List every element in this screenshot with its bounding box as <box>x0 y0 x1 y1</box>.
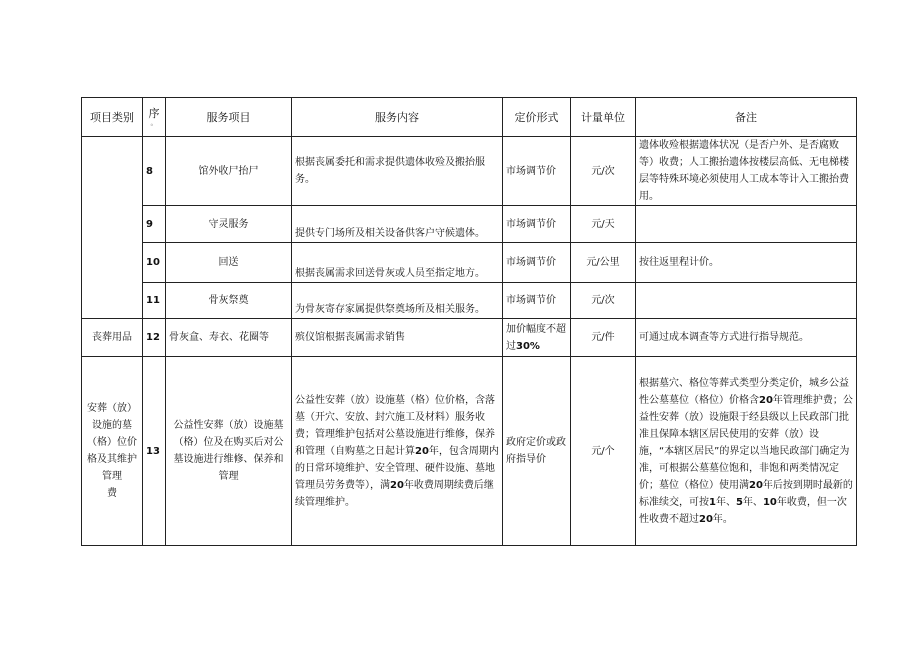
pricing-text: 加价幅度不超过 <box>506 323 566 352</box>
item-cell: 骨灰盒、寿衣、花圈等 <box>166 319 292 357</box>
seq-cell: 13 <box>143 357 166 546</box>
content-cell: 根据丧属需求回送骨灰或人员至指定地方。 <box>292 243 503 283</box>
seq-cell: 12 <box>143 319 166 357</box>
table-row <box>82 243 857 283</box>
seq-cell: 10 <box>143 243 166 283</box>
header-content: 服务内容 <box>292 98 503 137</box>
content-text: 年，包含周期内的日常环境维护、安全管理、硬件设施、墓地管理员劳务费等），满 <box>295 445 499 491</box>
remark-number: 20 <box>749 479 763 491</box>
category-line: 格及其维护 <box>87 454 137 465</box>
table-row <box>82 206 857 243</box>
header-seq-mark: 。 <box>150 119 158 127</box>
pricing-table <box>81 97 857 546</box>
header-unit: 计量单位 <box>571 98 636 137</box>
remark-cell <box>636 206 857 243</box>
seq-cell: 11 <box>143 283 166 319</box>
unit-cell: 元/公里 <box>571 243 636 283</box>
unit-cell: 元/天 <box>571 206 636 243</box>
category-line: 费 <box>107 488 117 499</box>
pricing-cell: 市场调节价 <box>503 206 571 243</box>
pricing-percent: 30% <box>516 340 540 352</box>
remark-number: 1 <box>709 496 716 508</box>
header-item: 服务项目 <box>166 98 292 137</box>
header-pricing: 定价形式 <box>503 98 571 137</box>
remark-cell: 按往返里程计价。 <box>636 243 857 283</box>
pricing-cell: 政府定价或政府指导价 <box>503 357 571 546</box>
header-seq <box>143 98 166 137</box>
remark-text: 年收费，但一次性收费不超过 <box>639 496 847 525</box>
header-row <box>82 98 857 137</box>
remark-cell: 遗体收殓根据遗体状况（是否户外、是否腐败等）收费；人工搬抬遗体按楼层高低、无电梯楼层等特殊环境必须使用人工成本等计入工搬抬费用。 <box>636 137 857 206</box>
table-row <box>82 283 857 319</box>
remark-text: 年后按到期时最新的标准续交，可按 <box>639 479 853 508</box>
category-line: （格）位价 <box>87 437 137 448</box>
item-cell: 公益性安葬（放）设施墓（格）位及在购买后对公墓设施进行维修、保养和管理 <box>166 357 292 546</box>
remark-cell <box>636 283 857 319</box>
item-cell: 守灵服务 <box>166 206 292 243</box>
header-remark: 备注 <box>636 98 857 137</box>
category-cell: 丧葬用品 <box>82 319 143 357</box>
table-row <box>82 357 857 546</box>
table-row <box>82 319 857 357</box>
content-number: 20 <box>390 479 404 491</box>
remark-cell: 可通过成本调查等方式进行指导规范。 <box>636 319 857 357</box>
item-cell: 骨灰祭奠 <box>166 283 292 319</box>
category-cell-empty <box>82 137 143 319</box>
remark-number: 20 <box>759 394 773 406</box>
content-cell <box>292 357 503 546</box>
pricing-cell: 市场调节价 <box>503 283 571 319</box>
header-seq-label: 序 <box>148 107 160 120</box>
category-line: 安葬（放） <box>87 403 137 414</box>
header-category: 项目类别 <box>82 98 143 137</box>
content-text: 公益性安葬（放）设施墓（格）位价格，含落墓（开穴、安放、封穴施工及材料）服务收费；管理维护包括对公墓设施进行维修，保养和管理（自购墓之日起计算 <box>295 394 495 457</box>
content-cell: 为骨灰寄存家属提供祭奠场所及相关服务。 <box>292 283 503 319</box>
unit-cell: 元/次 <box>571 283 636 319</box>
remark-text: 年、 <box>715 496 736 508</box>
content-cell: 提供专门场所及相关设备供客户守候遗体。 <box>292 206 503 243</box>
unit-cell: 元/件 <box>571 319 636 357</box>
seq-cell: 9 <box>143 206 166 243</box>
remark-text: 年、 <box>742 496 763 508</box>
pricing-cell: 市场调节价 <box>503 137 571 206</box>
content-cell: 根据丧属委托和需求提供遗体收殓及搬抬服务。 <box>292 137 503 206</box>
content-text: 年收费周期续费后继续管理维护。 <box>295 479 494 508</box>
remark-number: 20 <box>699 513 713 525</box>
item-cell: 回送 <box>166 243 292 283</box>
content-number: 20 <box>415 445 429 457</box>
seq-cell: 8 <box>143 137 166 206</box>
pricing-cell <box>503 319 571 357</box>
remark-cell <box>636 357 857 546</box>
category-line: 管理 <box>102 471 122 482</box>
remark-text: 年管理维护费；公益性安葬（放）设施限于经县级以上民政部门批准且保障本辖区居民使用的安葬（放）设施，“本辖区居民”的界定以当地民政部门确定为准，可根据公墓墓位饱和，非饱和两类情况定价；墓位（格位）使用满 <box>639 394 853 491</box>
category-line: 设施的墓 <box>92 420 132 431</box>
content-cell: 殡仪馆根据丧属需求销售 <box>292 319 503 357</box>
pricing-cell: 市场调节价 <box>503 243 571 283</box>
unit-cell: 元/次 <box>571 137 636 206</box>
item-cell: 馆外收尸抬尸 <box>166 137 292 206</box>
remark-number: 5 <box>735 496 743 508</box>
remark-number: 10 <box>762 496 777 508</box>
table-row <box>82 137 857 206</box>
remark-text: 年。 <box>712 513 733 525</box>
category-cell <box>82 357 143 546</box>
unit-cell: 元/个 <box>571 357 636 546</box>
remark-text: 根据墓穴、格位等葬式类型分类定价，城乡公益性公墓墓位（格位）价格含 <box>639 377 849 406</box>
